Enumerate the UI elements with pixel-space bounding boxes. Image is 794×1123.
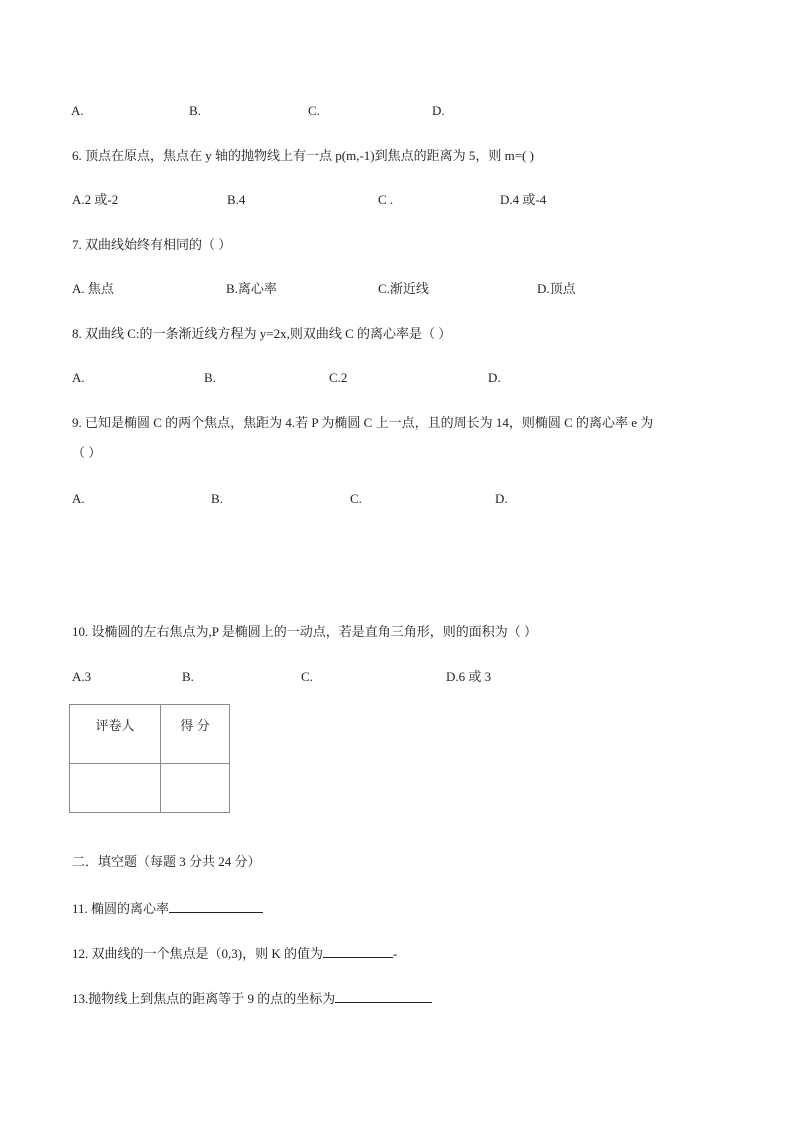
q8-stem: 8. 双曲线 C:的一条渐近线方程为 y=2x,则双曲线 C 的离心率是（ ） [72,326,452,341]
q9-option-d: D. [495,491,508,506]
q8-option-a: A. [72,370,85,385]
section2-title: 二．填空题（每题 3 分共 24 分） [72,854,261,869]
q7-option-d: D.顶点 [537,281,576,296]
q12-trailing-mark: - [392,946,398,961]
q7-stem: 7. 双曲线始终有相同的（ ） [72,237,232,252]
score-table-score-header: 得 分 [161,705,230,764]
q8-option-b: B. [204,370,216,385]
q9-stem: 9. 已知是椭圆 C 的两个焦点，焦距为 4.若 P 为椭圆 C 上一点，且的周长为 14，则椭圆 C 的离心率 e 为 [72,415,654,430]
q11-line [72,900,263,917]
q9-option-c: C. [350,491,362,506]
q12-line [72,945,397,962]
q7-option-c: C.渐近线 [378,281,429,296]
q10-option-c: C. [301,669,313,684]
q10-stem: 10. 设椭圆的左右焦点为,P 是椭圆上的一动点，若是直角三角形，则的面积为（ ） [72,624,537,639]
q5-option-a: A. [71,103,84,118]
q12-answer-blank[interactable] [323,945,393,958]
q13-line [72,990,432,1007]
q9-option-b: B. [211,491,223,506]
score-table-reviewer-cell[interactable] [70,764,161,813]
q10-option-b: B. [182,669,194,684]
score-table-score-cell[interactable] [161,764,230,813]
q5-option-b: B. [189,103,201,118]
q8-option-c: C.2 [329,370,348,385]
q10-option-a: A.3 [72,669,92,684]
score-table-reviewer-header: 评卷人 [70,705,161,764]
q7-option-b: B.离心率 [226,281,277,296]
q13-answer-blank[interactable] [335,990,432,1003]
q9-stem-bracket: （ ） [72,445,102,460]
q13-stem: 13.抛物线上到焦点的距离等于 9 的点的坐标为 [72,991,336,1006]
q6-option-a: A.2 或-2 [72,192,119,207]
q5-option-d: D. [432,103,445,118]
q6-option-b: B.4 [227,192,246,207]
q5-option-c: C. [308,103,320,118]
q9-option-a: A. [72,491,85,506]
q8-option-d: D. [488,370,501,385]
q12-stem: 12. 双曲线的一个焦点是（0,3)，则 K 的值为 [72,946,323,961]
q10-option-d: D.6 或 3 [446,669,492,684]
q6-option-c: C . [378,192,394,207]
q11-answer-blank[interactable] [169,900,263,913]
score-table [69,704,230,813]
q6-option-d: D.4 或-4 [500,192,547,207]
q7-option-a: A. 焦点 [72,281,114,296]
q6-stem: 6. 顶点在原点，焦点在 y 轴的抛物线上有一点 p(m,-1)到焦点的距离为 5，则 m=( ) [72,148,534,163]
q11-stem: 11. 椭圆的离心率 [72,901,170,916]
